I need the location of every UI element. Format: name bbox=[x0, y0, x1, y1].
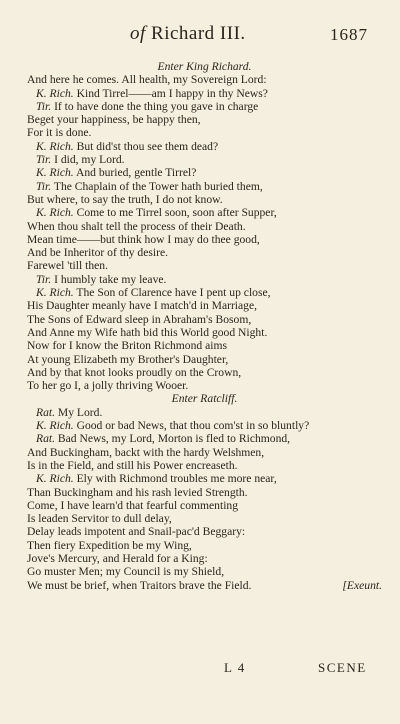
line-text: Is leaden Servitor to dull delay, bbox=[27, 512, 172, 526]
line-text: Bad News, my Lord, Morton is fled to Richmond, bbox=[57, 432, 291, 446]
line-text: I did, my Lord. bbox=[54, 153, 125, 167]
speech-line bbox=[27, 406, 382, 419]
line-text: I humbly take my leave. bbox=[54, 272, 167, 286]
line-text: And Anne my Wife hath bid this World good Night. bbox=[27, 325, 268, 339]
verse-line bbox=[27, 73, 382, 86]
verse-line bbox=[27, 459, 382, 472]
text-block bbox=[27, 60, 382, 592]
speech-line bbox=[27, 286, 382, 299]
line-text: And by that knot looks proudly on the Crown, bbox=[27, 365, 242, 379]
line-text: Now for I know the Briton Richmond aims bbox=[27, 339, 227, 353]
line-text: Good or bad News, that thou com'st in so bluntly? bbox=[76, 419, 310, 433]
verse-line bbox=[27, 313, 382, 326]
verse-line bbox=[27, 299, 382, 312]
verse-line bbox=[27, 512, 382, 525]
line-text: My Lord. bbox=[57, 405, 103, 419]
speaker-name: K. Rich. bbox=[36, 86, 74, 100]
verse-line bbox=[27, 353, 382, 366]
verse-line bbox=[27, 113, 382, 126]
verse-line bbox=[27, 499, 382, 512]
line-text: The Sons of Edward sleep in Abraham's Bosom, bbox=[27, 312, 252, 326]
speech-line bbox=[27, 87, 382, 100]
speaker-name: Rat. bbox=[36, 405, 55, 419]
speech-line bbox=[27, 206, 382, 219]
line-text: For it is done. bbox=[27, 126, 92, 140]
speaker-name: Tir. bbox=[36, 272, 52, 286]
line-text: And Buckingham, backt with the hardy Welshmen, bbox=[27, 445, 265, 459]
line-text: Mean time——but think how I may do thee good, bbox=[27, 232, 260, 246]
line-text: Come, I have learn'd that fearful commenting bbox=[27, 498, 239, 512]
line-text: Beget your happiness, be happy then, bbox=[27, 113, 201, 127]
speech-line bbox=[27, 100, 382, 113]
speaker-name: K. Rich. bbox=[36, 139, 74, 153]
page-number: 1687 bbox=[330, 25, 368, 44]
line-text: And be Inheritor of thy desire. bbox=[27, 246, 169, 260]
verse-line bbox=[27, 565, 382, 578]
line-text: But did'st thou see them dead? bbox=[76, 139, 219, 153]
speaker-name: K. Rich. bbox=[36, 472, 74, 486]
line-text: Delay leads impotent and Snail-pac'd Beggary: bbox=[27, 525, 246, 539]
speech-line bbox=[27, 140, 382, 153]
speech-line bbox=[27, 166, 382, 179]
line-text: Ely with Richmond troubles me more near, bbox=[76, 472, 277, 486]
verse-line bbox=[27, 366, 382, 379]
signature-mark: L 4 bbox=[224, 660, 246, 675]
running-head bbox=[0, 23, 400, 49]
line-text: To her go I, a jolly thriving Wooer. bbox=[27, 379, 189, 393]
verse-line bbox=[27, 233, 382, 246]
line-text: Jove's Mercury, and Herald for a King: bbox=[27, 551, 208, 565]
speech-line bbox=[27, 153, 382, 166]
verse-line bbox=[27, 446, 382, 459]
running-title bbox=[130, 23, 246, 44]
line-text: We must be brief, when Traitors brave the Field. bbox=[27, 578, 252, 592]
line-text: And here he comes. All health, my Sovereign Lord: bbox=[27, 73, 267, 87]
speaker-name: K. Rich. bbox=[36, 166, 74, 180]
verse-line bbox=[27, 126, 382, 139]
line-text: Is in the Field, and still his Power encreaseth. bbox=[27, 458, 238, 472]
speaker-name: Tir. bbox=[36, 179, 52, 193]
verse-line bbox=[27, 246, 382, 259]
speaker-name: Rat. bbox=[36, 432, 55, 446]
speaker-name: K. Rich. bbox=[36, 419, 74, 433]
stage-direction-text: Enter Ratcliff. bbox=[171, 392, 238, 406]
speech-line bbox=[27, 180, 382, 193]
line-text: The Son of Clarence have I pent up close, bbox=[76, 286, 271, 300]
speaker-name: Tir. bbox=[36, 99, 52, 113]
line-text: And buried, gentle Tirrel? bbox=[75, 166, 197, 180]
line-text: When thou shalt tell the process of their Death. bbox=[27, 219, 246, 233]
line-text: His Daughter meanly have I match'd in Marriage, bbox=[27, 299, 258, 313]
verse-line bbox=[27, 259, 382, 272]
speaker-name: Tir. bbox=[36, 153, 52, 167]
verse-line bbox=[27, 552, 382, 565]
verse-line bbox=[27, 326, 382, 339]
speaker-name: K. Rich. bbox=[36, 286, 74, 300]
stage-direction-text: Enter King Richard. bbox=[157, 60, 252, 73]
verse-line bbox=[27, 539, 382, 552]
catchword: SCENE bbox=[318, 660, 367, 675]
speech-line bbox=[27, 273, 382, 286]
verse-line bbox=[27, 220, 382, 233]
line-text: At young Elizabeth my Brother's Daughter, bbox=[27, 352, 229, 366]
line-text: If to have done the thing you gave in charge bbox=[54, 99, 259, 113]
line-text: But where, to say the truth, I do not know. bbox=[27, 192, 223, 206]
line-text: Then fiery Expedition be my Wing, bbox=[27, 538, 192, 552]
page-footer bbox=[0, 661, 400, 681]
line-text: Than Buckingham and his rash levied Strength. bbox=[27, 485, 248, 499]
running-title-main: Richard III. bbox=[151, 23, 246, 44]
running-title-prefix: of bbox=[130, 23, 146, 44]
line-text: Farewel 'till then. bbox=[27, 259, 108, 273]
exit-direction: [Exeunt. bbox=[342, 578, 382, 592]
speech-line bbox=[27, 432, 382, 445]
stage-direction bbox=[27, 60, 382, 73]
verse-line bbox=[27, 525, 382, 538]
verse-line bbox=[27, 486, 382, 499]
line-text: Go muster Men; my Council is my Shield, bbox=[27, 565, 225, 579]
line-text: Come to me Tirrel soon, soon after Supper, bbox=[76, 206, 277, 220]
speech-line bbox=[27, 419, 382, 432]
speaker-name: K. Rich. bbox=[36, 206, 74, 220]
stage-direction bbox=[27, 392, 382, 405]
line-text: Kind Tirrel——am I happy in thy News? bbox=[76, 86, 268, 100]
verse-line bbox=[27, 579, 382, 592]
line-text: The Chaplain of the Tower hath buried them, bbox=[53, 179, 263, 193]
verse-line bbox=[27, 379, 382, 392]
verse-line bbox=[27, 339, 382, 352]
verse-line bbox=[27, 193, 382, 206]
speech-line bbox=[27, 472, 382, 485]
